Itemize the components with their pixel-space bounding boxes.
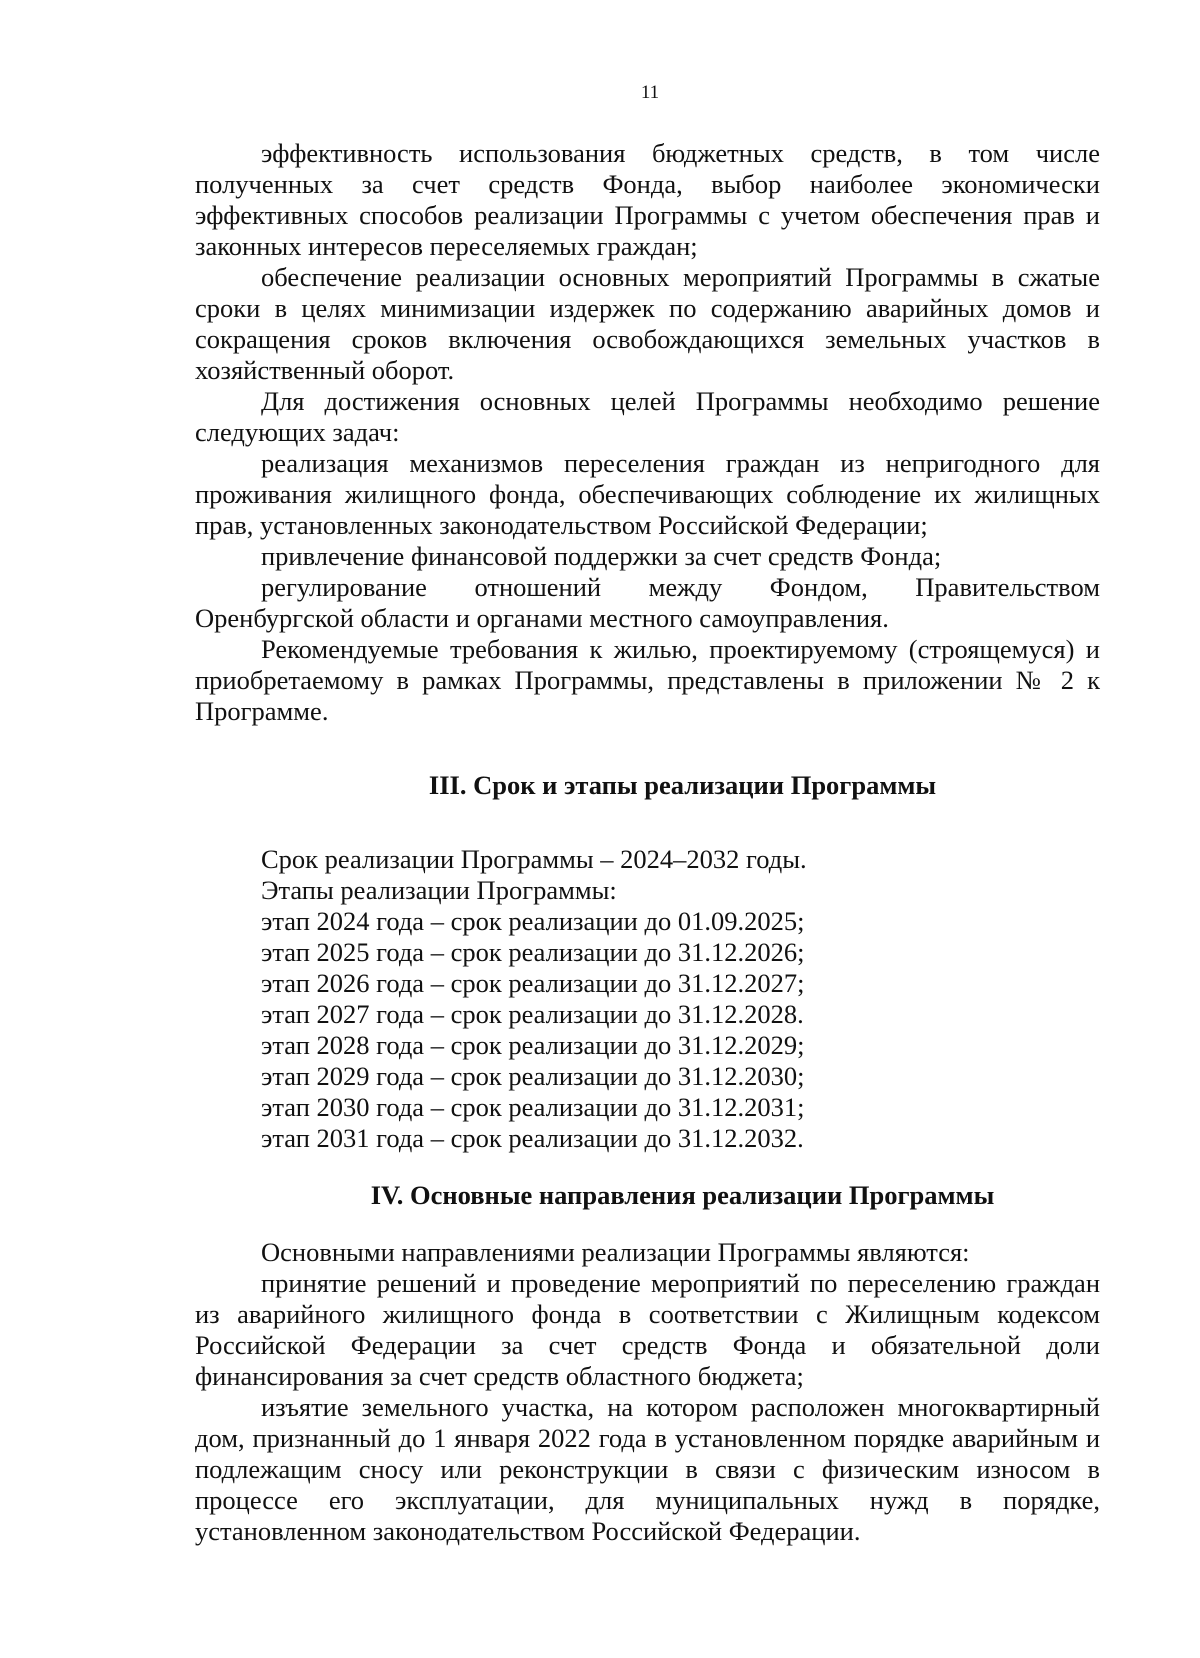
stage-line: этап 2029 года – срок реализации до 31.12.2030; [261,1061,805,1091]
paragraph: Для достижения основных целей Программы необходимо решение следующих задач: [195,386,1100,447]
stage-line: этап 2025 года – срок реализации до 31.12.2026; [261,937,805,967]
paragraph: реализация механизмов переселения граждан из непригодного для проживания жилищного фонда, обеспечивающих соблюдение их жилищных прав, установленных законодательством Российской Федерации; [195,448,1100,540]
paragraph: привлечение финансовой поддержки за счет средств Фонда; [261,541,942,571]
document-body [195,138,1100,1547]
section-heading-3: III. Срок и этапы реализации Программы [428,770,937,800]
stage-line: Срок реализации Программы – 2024–2032 годы. [261,844,807,874]
page-number: 11 [640,82,660,103]
stage-line: этап 2028 года – срок реализации до 31.12.2029; [261,1030,805,1060]
paragraph: обеспечение реализации основных мероприятий Программы в сжатые сроки в целях минимизации издержек по содержанию аварийных домов и сокращения сроков включения освобождающихся земельных участков в хозяйственный оборот. [195,262,1100,385]
paragraph: Основными направлениями реализации Программы являются: [261,1237,970,1267]
paragraph: изъятие земельного участка, на котором расположен многоквартирный дом, признанный до 1 января 2022 года в установленном порядке аварийным и подлежащим сносу или реконструкции в связи с физическим износом в процессе его эксплуатации, для муниципальных нужд в порядке, установленном законодательством Российской Федерации. [195,1392,1100,1546]
paragraph: регулирование отношений между Фондом, Правительством Оренбургской области и органами местного самоуправления. [195,572,1100,633]
stage-line: этап 2026 года – срок реализации до 31.12.2027; [261,968,805,998]
paragraph: Рекомендуемые требования к жилью, проектируемому (строящемуся) и приобретаемому в рамках Программы, представлены в приложении № 2 к Программе. [195,634,1100,726]
stage-line: этап 2027 года – срок реализации до 31.12.2028. [261,999,804,1029]
stage-line: этап 2031 года – срок реализации до 31.12.2032. [261,1123,804,1153]
stage-line: этап 2024 года – срок реализации до 01.09.2025; [261,906,805,936]
stage-line: Этапы реализации Программы: [261,875,617,905]
paragraph: принятие решений и проведение мероприятий по переселению граждан из аварийного жилищного фонда в соответствии с Жилищным кодексом Российской Федерации за счет средств Фонда и обязательной доли финансирования за счет средств областного бюджета; [195,1268,1100,1391]
paragraph: эффективность использования бюджетных средств, в том числе полученных за счет средств Фонда, выбор наиболее экономически эффективных способов реализации Программы с учетом обеспечения прав и законных интересов переселяемых граждан; [195,138,1100,261]
program-stages-list [195,844,1100,1154]
section-heading-4: IV. Основные направления реализации Программы [370,1180,995,1210]
stage-line: этап 2030 года – срок реализации до 31.12.2031; [261,1092,805,1122]
